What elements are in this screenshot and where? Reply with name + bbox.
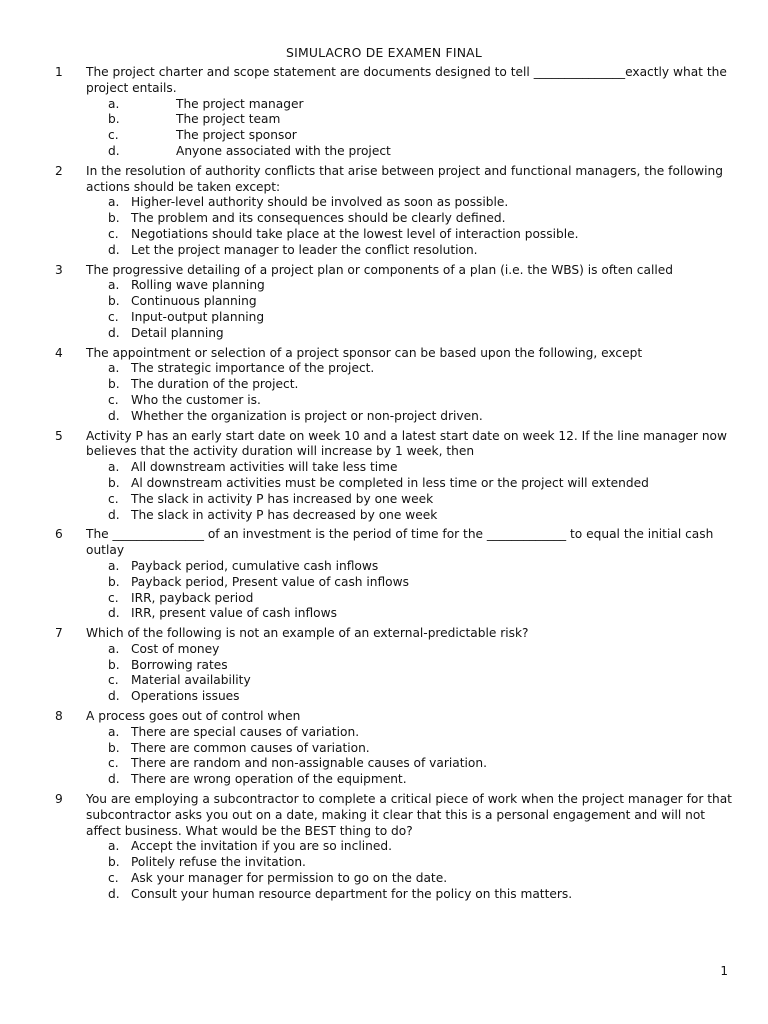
question-text: The _______________ of an investment is the period of time for the _____________ to equal the initial cash outlay <box>86 527 714 558</box>
option-b <box>86 741 735 757</box>
question-4 <box>55 346 735 425</box>
question-2 <box>55 164 735 259</box>
question-number: 8 <box>55 709 63 724</box>
option-letter: a. <box>108 724 120 739</box>
option-letter: d. <box>108 689 120 704</box>
option-c <box>86 310 735 326</box>
option-text: IRR, present value of cash inflows <box>131 606 337 621</box>
option-a <box>86 361 735 377</box>
option-text: Let the project manager to leader the conflict resolution. <box>131 242 478 257</box>
option-a <box>86 97 735 113</box>
question-text: Activity P has an early start date on week 10 and a latest start date on week 12. If the line manager now believes that the activity duration will increase by 1 week, then <box>86 428 727 459</box>
option-letter: c. <box>108 392 119 407</box>
option-b <box>86 658 735 674</box>
option-letter: a. <box>108 96 120 111</box>
option-list <box>86 642 735 705</box>
option-letter: d. <box>108 772 120 787</box>
option-letter: d. <box>108 325 120 340</box>
question-3 <box>55 263 735 342</box>
option-letter: d. <box>108 507 120 522</box>
option-c <box>86 492 735 508</box>
question-5 <box>55 429 735 524</box>
option-letter: b. <box>108 574 120 589</box>
option-text: Accept the invitation if you are so inclined. <box>131 839 392 854</box>
option-d <box>86 144 735 160</box>
option-c <box>86 673 735 689</box>
question-text: The progressive detailing of a project plan or components of a plan (i.e. the WBS) is often called <box>86 262 673 277</box>
question-number: 3 <box>55 262 63 277</box>
option-letter: c. <box>108 309 119 324</box>
option-text: All downstream activities will take less time <box>131 460 398 475</box>
option-text: Detail planning <box>131 325 224 340</box>
page-number: 1 <box>720 964 728 978</box>
option-text: Material availability <box>131 673 251 688</box>
option-letter: c. <box>108 871 119 886</box>
option-letter: c. <box>108 128 119 143</box>
option-list <box>86 460 735 523</box>
option-text: The project sponsor <box>176 128 297 143</box>
question-number: 2 <box>55 163 63 178</box>
option-text: IRR, payback period <box>131 590 254 605</box>
option-b <box>86 476 735 492</box>
option-letter: b. <box>108 740 120 755</box>
option-letter: d. <box>108 886 120 901</box>
option-letter: b. <box>108 475 120 490</box>
option-text: The strategic importance of the project. <box>131 361 375 376</box>
option-letter: c. <box>108 491 119 506</box>
option-text: Who the customer is. <box>131 392 261 407</box>
option-list <box>86 361 735 424</box>
option-c <box>86 591 735 607</box>
option-text: Higher-level authority should be involved as soon as possible. <box>131 195 509 210</box>
option-text: Al downstream activities must be completed in less time or the project will extended <box>131 475 649 490</box>
option-letter: c. <box>108 590 119 605</box>
option-text: Consult your human resource department for the policy on this matters. <box>131 886 573 901</box>
option-list <box>86 278 735 341</box>
option-b <box>86 855 735 871</box>
option-letter: c. <box>108 226 119 241</box>
option-list <box>86 97 735 160</box>
question-list <box>55 65 735 907</box>
option-list <box>86 725 735 788</box>
page-title: SIMULACRO DE EXAMEN FINAL <box>286 45 482 60</box>
question-number: 7 <box>55 626 63 641</box>
option-letter: b. <box>108 377 120 392</box>
option-d <box>86 409 735 425</box>
question-text: The appointment or selection of a project sponsor can be based upon the following, except <box>86 345 643 360</box>
option-text: The duration of the project. <box>131 377 299 392</box>
question-number: 5 <box>55 428 63 443</box>
option-list <box>86 195 735 258</box>
question-text: You are employing a subcontractor to complete a critical piece of work when the project manager for that subcontractor asks you out on a date, making it clear that this is a personal engagement and will not affect business. What would be the BEST thing to do? <box>86 792 732 838</box>
question-number: 4 <box>55 345 63 360</box>
question-text: A process goes out of control when <box>86 709 301 724</box>
option-b <box>86 377 735 393</box>
option-text: Input-output planning <box>131 309 265 324</box>
option-letter: a. <box>108 641 120 656</box>
option-text: Payback period, cumulative cash inflows <box>131 558 379 573</box>
question-text: The project charter and scope statement are documents designed to tell _______________exactly what the project entails. <box>86 65 727 95</box>
option-text: The project team <box>176 112 281 127</box>
option-a <box>86 195 735 211</box>
option-a <box>86 278 735 294</box>
option-d <box>86 689 735 705</box>
option-text: The project manager <box>176 96 304 111</box>
option-text: Cost of money <box>131 641 220 656</box>
option-list <box>86 559 735 622</box>
question-text: Which of the following is not an example of an external-predictable risk? <box>86 626 529 641</box>
option-letter: b. <box>108 112 120 127</box>
option-d <box>86 772 735 788</box>
option-text: Continuous planning <box>131 294 257 309</box>
option-c <box>86 227 735 243</box>
question-8 <box>55 709 735 788</box>
option-a <box>86 642 735 658</box>
option-d <box>86 887 735 903</box>
option-d <box>86 508 735 524</box>
option-a <box>86 725 735 741</box>
question-7 <box>55 626 735 705</box>
option-text: Anyone associated with the project <box>176 143 391 158</box>
option-text: There are wrong operation of the equipment. <box>131 772 407 787</box>
option-text: The slack in activity P has decreased by one week <box>131 507 438 522</box>
option-letter: d. <box>108 408 120 423</box>
option-b <box>86 112 735 128</box>
option-c <box>86 128 735 144</box>
option-letter: a. <box>108 195 120 210</box>
option-letter: c. <box>108 673 119 688</box>
question-1 <box>55 65 735 160</box>
question-6 <box>55 527 735 622</box>
option-d <box>86 243 735 259</box>
option-d <box>86 326 735 342</box>
option-text: The slack in activity P has increased by one week <box>131 491 434 506</box>
option-text: The problem and its consequences should be clearly defined. <box>131 211 506 226</box>
option-letter: a. <box>108 361 120 376</box>
option-c <box>86 393 735 409</box>
option-letter: d. <box>108 143 120 158</box>
option-text: Payback period, Present value of cash inflows <box>131 574 409 589</box>
option-b <box>86 575 735 591</box>
option-c <box>86 871 735 887</box>
option-letter: c. <box>108 756 119 771</box>
option-letter: a. <box>108 460 120 475</box>
question-number: 9 <box>55 792 63 807</box>
option-d <box>86 606 735 622</box>
option-text: There are special causes of variation. <box>131 724 360 739</box>
option-c <box>86 756 735 772</box>
question-number: 1 <box>55 65 63 79</box>
question-text: In the resolution of authority conflicts that arise between project and functional managers, the following actions should be taken except: <box>86 163 723 194</box>
option-text: Borrowing rates <box>131 657 228 672</box>
option-list <box>86 839 735 902</box>
option-letter: a. <box>108 278 120 293</box>
question-number: 6 <box>55 527 63 542</box>
option-letter: b. <box>108 211 120 226</box>
option-a <box>86 460 735 476</box>
option-text: Rolling wave planning <box>131 278 265 293</box>
option-text: Negotiations should take place at the lowest level of interaction possible. <box>131 226 579 241</box>
option-text: There are common causes of variation. <box>131 740 370 755</box>
option-a <box>86 559 735 575</box>
option-text: Politely refuse the invitation. <box>131 855 306 870</box>
option-letter: b. <box>108 657 120 672</box>
option-text: Ask your manager for permission to go on the date. <box>131 871 448 886</box>
option-letter: b. <box>108 855 120 870</box>
option-text: Whether the organization is project or non-project driven. <box>131 408 483 423</box>
option-letter: a. <box>108 558 120 573</box>
option-letter: d. <box>108 606 120 621</box>
option-text: There are random and non-assignable causes of variation. <box>131 756 487 771</box>
option-b <box>86 294 735 310</box>
option-letter: a. <box>108 839 120 854</box>
option-letter: b. <box>108 294 120 309</box>
option-text: Operations issues <box>131 689 240 704</box>
option-a <box>86 839 735 855</box>
option-b <box>86 211 735 227</box>
option-letter: d. <box>108 242 120 257</box>
question-9 <box>55 792 735 903</box>
